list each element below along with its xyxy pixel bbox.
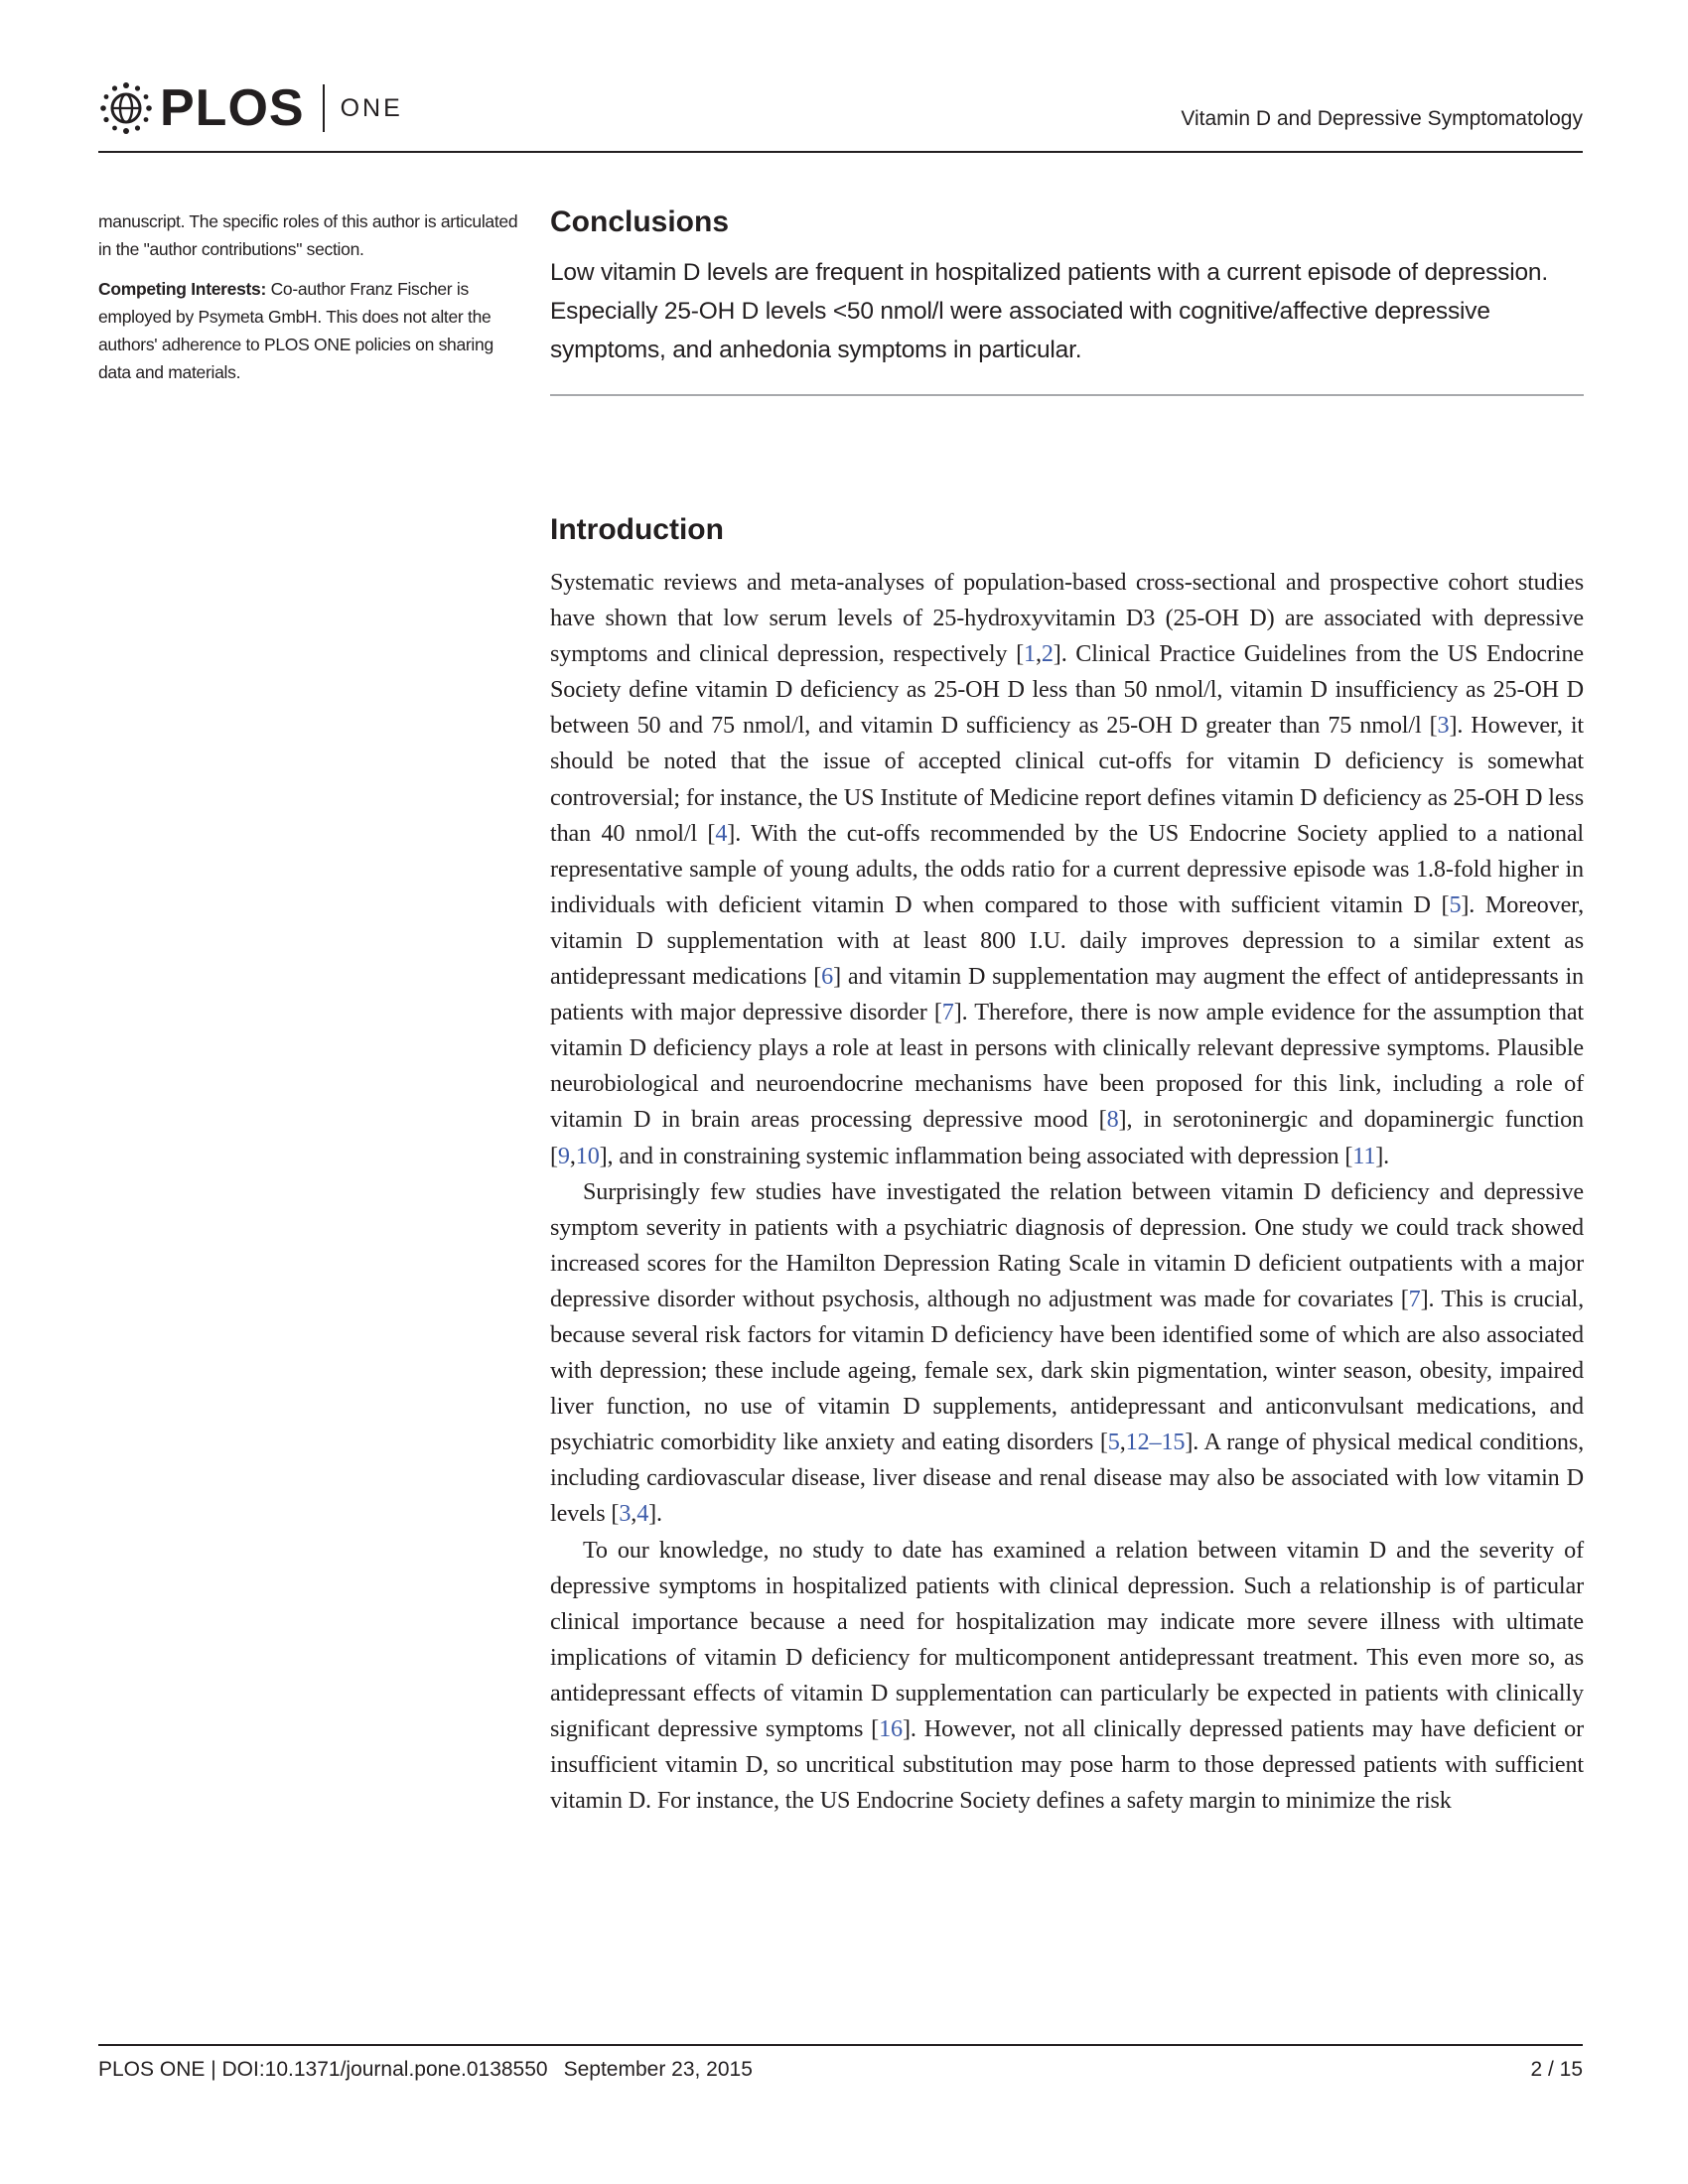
conclusions-text: Low vitamin D levels are frequent in hospitalized patients with a current episode of depression. Especially 25-OH D levels <50 nmol/l were associated with cognitive/affective depressive symptoms, and anhedonia symptoms in particular. xyxy=(550,259,1548,363)
paragraph-text: , xyxy=(1035,640,1042,668)
reference-link[interactable]: 7 xyxy=(941,999,954,1026)
reference-link[interactable]: 4 xyxy=(636,1500,649,1528)
reference-link[interactable]: 5 xyxy=(1107,1429,1120,1456)
introduction-paragraph xyxy=(550,1174,1584,1533)
logo-one-text: ONE xyxy=(340,93,403,122)
paragraph-text: ]. However, not all clinically depressed patients may have deficient or insufficient vitamin D, so uncritical substitution may pose harm to those depressed patients with sufficient vitamin D. For instance, the US Endocrine Society defines a safety margin to minimize the risk xyxy=(550,1715,1585,1815)
paragraph-text: ]. Therefore, there is now ample evidence for the assumption that vitamin D deficiency plays a role at least in persons with clinically relevant depressive symptoms. Plausible neurobiological and neuroendocrine mechanisms have been proposed for this link, including a role of vitamin D in brain areas processing depressive mood [ xyxy=(550,999,1584,1134)
paragraph-text: , xyxy=(1119,1429,1126,1456)
paragraph-text: ]. Moreover, vitamin D supplementation with at least 800 I.U. daily improves depression to a similar extent as antidepressant medications [ xyxy=(550,890,1584,991)
reference-link[interactable]: 3 xyxy=(1437,712,1450,740)
paragraph-text: Surprisingly few studies have investigated the relation between vitamin D deficiency and depressive symptom severity in patients with a psychiatric diagnosis of depression. One study we could track showed increased scores for the Hamilton Depression Rating Scale in vitamin D deficient outpatients with a major depressive disorder without psychosis, although no adjustment was made for covariates [ xyxy=(550,1177,1584,1312)
paragraph-text: ]. With the cut-offs recommended by the US Endocrine Society applied to a national representative sample of young adults, the odds ratio for a current depressive episode was 1.8-fold higher in individuals with deficient vitamin D when compared to those with sufficient vitamin D [ xyxy=(550,819,1584,918)
conclusions-heading: Conclusions xyxy=(550,205,730,238)
footer-citation-line xyxy=(98,2058,753,2082)
paragraph-text: ], in serotoninergic and dopaminergic function [ xyxy=(550,1106,1584,1169)
introduction-heading: Introduction xyxy=(550,513,724,546)
sidebar-notes xyxy=(98,207,525,398)
reference-link[interactable]: 1 xyxy=(1023,640,1036,668)
reference-link[interactable]: 5 xyxy=(1449,890,1462,918)
paragraph-text: Systematic reviews and meta-analyses of population-based cross-sectional and prospective cohort studies have shown that low serum levels of 25-hydroxyvitamin D3 (25-OH D) are associated with depressive symptoms and clinical depression, respectively [ xyxy=(550,569,1584,668)
reference-link[interactable]: 10 xyxy=(575,1142,600,1169)
footer-date: September 23, 2015 xyxy=(563,2058,753,2081)
paragraph-text: , xyxy=(569,1142,576,1169)
paragraph-text: ] and vitamin D supplementation may augment the effect of antidepressants in patients with major depressive disorder [ xyxy=(550,963,1584,1026)
logo-separator xyxy=(323,84,325,132)
paragraph-text: ]. Clinical Practice Guidelines from the US Endocrine Society define vitamin D deficiency as 25-OH D less than 50 nmol/l, vitamin D insufficiency as 25-OH D between 50 and 75 nmol/l, and vitamin D sufficiency as 25-OH D greater than 75 nmol/l [ xyxy=(550,640,1584,740)
competing-interests-label: Competing Interests: xyxy=(98,279,267,299)
introduction-body xyxy=(550,565,1584,1819)
paragraph-text: ]. This is crucial, because several risk factors for vitamin D deficiency have been identified some of which are also associated with depression; these include ageing, female sex, dark skin pigmentation, winter season, obesity, impaired liver function, no use of vitamin D supplements, antidepressant and anticonvulsant medications, and psychiatric comorbidity like anxiety and eating disorders [ xyxy=(550,1285,1584,1456)
reference-link[interactable]: 8 xyxy=(1106,1106,1119,1134)
introduction-paragraph xyxy=(550,1533,1584,1820)
competing-interests xyxy=(98,275,525,386)
reference-link[interactable]: 12–15 xyxy=(1125,1429,1186,1456)
reference-link[interactable]: 9 xyxy=(557,1142,570,1169)
plos-one-logo xyxy=(98,77,403,139)
running-title: Vitamin D and Depressive Symptomatology xyxy=(1181,107,1583,130)
page-header xyxy=(98,77,1583,153)
paragraph-text: ]. A range of physical medical conditions, including cardiovascular disease, liver disease and renal disease may also be associated with low vitamin D levels [ xyxy=(550,1429,1584,1528)
paragraph-text: ]. xyxy=(1375,1142,1390,1169)
abstract-divider xyxy=(550,394,1584,396)
reference-link[interactable]: 6 xyxy=(821,963,834,991)
author-note-continued: manuscript. The specific roles of this author is articulated in the "author contributions" section. xyxy=(98,211,518,259)
reference-link[interactable]: 16 xyxy=(879,1715,903,1742)
paragraph-text: ]. xyxy=(648,1500,662,1528)
page-number: 2 / 15 xyxy=(1530,2058,1583,2081)
paragraph-text: ], and in constraining systemic inflammation being associated with depression [ xyxy=(599,1142,1353,1169)
plos-globe-icon xyxy=(98,80,154,136)
reference-link[interactable]: 2 xyxy=(1041,640,1054,668)
paragraph-text: To our knowledge, no study to date has examined a relation between vitamin D and the severity of depressive symptoms in hospitalized patients with clinical depression. Such a relationship is of particular clinical importance because a need for hospitalization may indicate more severe illness with ultimate implications of vitamin D deficiency for multicomponent antidepressant treatment. This even more so, as antidepressant effects of vitamin D supplementation can particularly be expected in patients with clinically significant depressive symptoms [ xyxy=(550,1536,1584,1742)
paragraph-text: , xyxy=(631,1500,637,1528)
footer-rule xyxy=(98,2044,1583,2046)
paragraph-text: ]. However, it should be noted that the issue of accepted clinical cut-offs for vitamin D deficiency is somewhat controversial; for instance, the US Institute of Medicine report defines vitamin D deficiency as 25-OH D less than 40 nmol/l [ xyxy=(550,712,1585,847)
footer-citation: PLOS ONE | DOI:10.1371/journal.pone.0138550 xyxy=(98,2058,548,2081)
reference-link[interactable]: 4 xyxy=(715,819,728,847)
introduction-paragraph xyxy=(550,565,1584,1174)
logo-plos-text: PLOS xyxy=(160,79,305,137)
reference-link[interactable]: 11 xyxy=(1352,1142,1376,1169)
reference-link[interactable]: 3 xyxy=(619,1500,632,1528)
reference-link[interactable]: 7 xyxy=(1408,1285,1421,1312)
competing-interests-text: Co-author Franz Fischer is employed by Psymeta GmbH. This does not alter the authors' adherence to PLOS ONE policies on sharing data and materials. xyxy=(98,279,493,382)
